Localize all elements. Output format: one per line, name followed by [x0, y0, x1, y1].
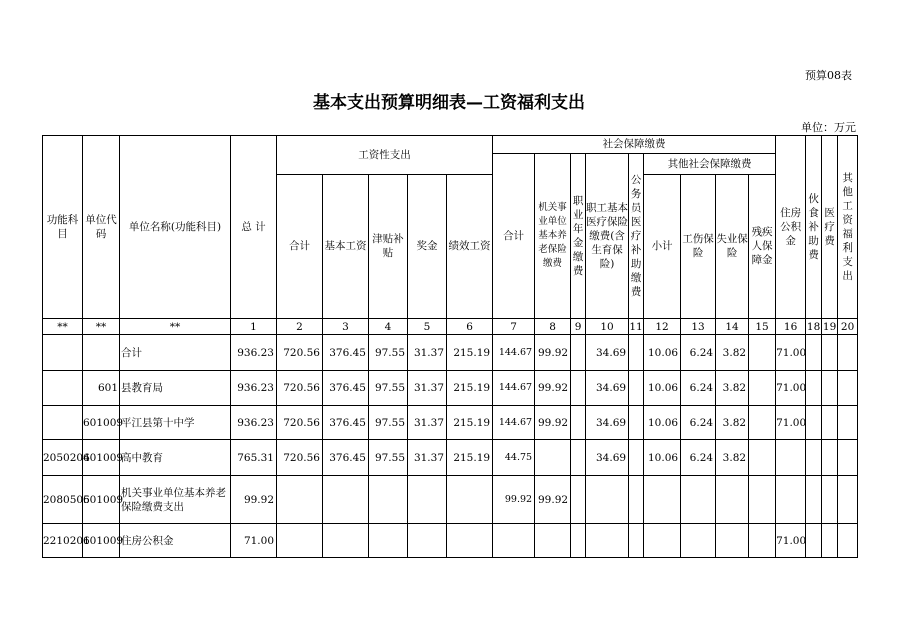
- column-index-cell: 9: [571, 318, 586, 335]
- header-social-total: 合计: [493, 153, 535, 318]
- column-index-cell: 1: [231, 318, 277, 335]
- column-index-cell: 8: [535, 318, 571, 335]
- cell-wage_total: 720.56: [277, 335, 323, 371]
- cell-annuity: [571, 476, 586, 524]
- cell-disabled: [749, 335, 776, 371]
- cell-medical: 34.69: [586, 405, 629, 440]
- cell-other_sub: 10.06: [644, 405, 681, 440]
- cell-unemploy: 3.82: [716, 371, 749, 406]
- cell-med_cost: [822, 335, 838, 371]
- cell-code: 601009: [83, 440, 120, 476]
- cell-unemploy: [716, 524, 749, 558]
- header-unit-name: 单位名称(功能科目): [120, 136, 231, 319]
- column-index-row: [43, 318, 858, 335]
- cell-bonus: [408, 524, 447, 558]
- header-unemploy: 失业保险: [716, 174, 749, 318]
- cell-name: 住房公积金: [120, 524, 231, 558]
- cell-disabled: [749, 440, 776, 476]
- cell-injury: 6.24: [681, 335, 716, 371]
- cell-housing: 71.00: [776, 405, 806, 440]
- cell-name: 平江县第十中学: [120, 405, 231, 440]
- column-index-cell: 15: [749, 318, 776, 335]
- cell-code: 601009: [83, 405, 120, 440]
- cell-soc_total: 144.67: [493, 405, 535, 440]
- cell-other_sub: [644, 524, 681, 558]
- cell-name: 高中教育: [120, 440, 231, 476]
- cell-housing: [776, 476, 806, 524]
- table-row: [43, 476, 858, 524]
- cell-base: 376.45: [323, 371, 369, 406]
- header-other-sub: 小计: [644, 174, 681, 318]
- header-pension: 机关事业单位基本养老保险缴费: [535, 153, 571, 318]
- cell-total: 71.00: [231, 524, 277, 558]
- cell-func: 2080505: [43, 476, 83, 524]
- cell-perf: 215.19: [447, 405, 493, 440]
- column-index-cell: 19: [822, 318, 838, 335]
- header-func: 功能科目: [43, 136, 83, 319]
- cell-func: [43, 371, 83, 406]
- cell-other_w: [838, 371, 858, 406]
- cell-civil: [629, 371, 644, 406]
- page-title: 基本支出预算明细表—工资福利支出: [313, 93, 585, 113]
- cell-perf: 215.19: [447, 335, 493, 371]
- column-index-cell: 18: [806, 318, 822, 335]
- cell-base: 376.45: [323, 335, 369, 371]
- column-index-cell: 6: [447, 318, 493, 335]
- cell-injury: [681, 524, 716, 558]
- cell-meal: [806, 371, 822, 406]
- cell-base: 376.45: [323, 440, 369, 476]
- cell-func: [43, 405, 83, 440]
- cell-annuity: [571, 524, 586, 558]
- header-injury: 工伤保险: [681, 174, 716, 318]
- cell-total: 936.23: [231, 371, 277, 406]
- cell-med_cost: [822, 440, 838, 476]
- column-index-cell: 3: [323, 318, 369, 335]
- table-row: [43, 371, 858, 406]
- cell-other_w: [838, 524, 858, 558]
- cell-housing: 71.00: [776, 335, 806, 371]
- cell-unemploy: 3.82: [716, 405, 749, 440]
- cell-code: 601009: [83, 476, 120, 524]
- cell-bonus: 31.37: [408, 335, 447, 371]
- cell-total: 765.31: [231, 440, 277, 476]
- cell-meal: [806, 335, 822, 371]
- cell-bonus: 31.37: [408, 371, 447, 406]
- cell-wage_total: 720.56: [277, 371, 323, 406]
- cell-pension: 99.92: [535, 476, 571, 524]
- header-annuity: 职业年金缴费: [571, 153, 586, 318]
- cell-bonus: 31.37: [408, 405, 447, 440]
- cell-allow: 97.55: [369, 405, 408, 440]
- cell-disabled: [749, 524, 776, 558]
- cell-other_sub: [644, 476, 681, 524]
- column-index-cell: 10: [586, 318, 629, 335]
- cell-civil: [629, 335, 644, 371]
- header-row-1: [43, 136, 858, 154]
- header-civil-medical: 公务员医疗补助缴费: [629, 153, 644, 318]
- cell-meal: [806, 405, 822, 440]
- cell-soc_total: 144.67: [493, 371, 535, 406]
- cell-med_cost: [822, 405, 838, 440]
- cell-wage_total: [277, 524, 323, 558]
- column-index-cell: 16: [776, 318, 806, 335]
- cell-allow: [369, 524, 408, 558]
- cell-other_w: [838, 335, 858, 371]
- budget-table: [42, 135, 858, 558]
- cell-medical: 34.69: [586, 440, 629, 476]
- unit-label: 单位：万元: [801, 121, 856, 134]
- cell-disabled: [749, 476, 776, 524]
- cell-base: [323, 524, 369, 558]
- cell-medical: 34.69: [586, 371, 629, 406]
- table-number: 预算08表: [805, 69, 852, 82]
- cell-soc_total: 44.75: [493, 440, 535, 476]
- column-index-cell: 14: [716, 318, 749, 335]
- column-index-cell: **: [83, 318, 120, 335]
- cell-other_sub: 10.06: [644, 335, 681, 371]
- header-medical: 职工基本医疗保险缴费(含生育保险): [586, 153, 629, 318]
- cell-other_w: [838, 476, 858, 524]
- cell-perf: [447, 524, 493, 558]
- cell-civil: [629, 440, 644, 476]
- cell-pension: 99.92: [535, 371, 571, 406]
- column-index-cell: 12: [644, 318, 681, 335]
- cell-code: [83, 335, 120, 371]
- cell-med_cost: [822, 371, 838, 406]
- table-row: [43, 335, 858, 371]
- cell-disabled: [749, 371, 776, 406]
- header-disabled: 残疾人保障金: [749, 174, 776, 318]
- cell-disabled: [749, 405, 776, 440]
- cell-wage_total: 720.56: [277, 405, 323, 440]
- cell-other_w: [838, 405, 858, 440]
- cell-wage_total: [277, 476, 323, 524]
- header-wage-total: 合计: [277, 174, 323, 318]
- table-row: [43, 440, 858, 476]
- cell-allow: 97.55: [369, 335, 408, 371]
- header-unit-code: 单位代码: [83, 136, 120, 319]
- cell-code: 601: [83, 371, 120, 406]
- column-index-cell: 5: [408, 318, 447, 335]
- cell-annuity: [571, 371, 586, 406]
- cell-soc_total: 99.92: [493, 476, 535, 524]
- cell-base: [323, 476, 369, 524]
- column-index-cell: 20: [838, 318, 858, 335]
- cell-func: [43, 335, 83, 371]
- cell-medical: [586, 524, 629, 558]
- cell-medical: 34.69: [586, 335, 629, 371]
- cell-pension: 99.92: [535, 405, 571, 440]
- cell-other_w: [838, 440, 858, 476]
- cell-med_cost: [822, 524, 838, 558]
- cell-housing: 71.00: [776, 524, 806, 558]
- cell-other_sub: 10.06: [644, 371, 681, 406]
- header-bonus: 奖金: [408, 174, 447, 318]
- cell-unemploy: 3.82: [716, 335, 749, 371]
- cell-base: 376.45: [323, 405, 369, 440]
- cell-perf: [447, 476, 493, 524]
- header-other-welfare: 其他工资福利支出: [838, 136, 858, 319]
- cell-annuity: [571, 440, 586, 476]
- cell-pension: [535, 440, 571, 476]
- header-total: 总 计: [231, 136, 277, 319]
- column-index-cell: **: [43, 318, 83, 335]
- cell-pension: 99.92: [535, 335, 571, 371]
- cell-allow: [369, 476, 408, 524]
- column-index-cell: 4: [369, 318, 408, 335]
- header-base-wage: 基本工资: [323, 174, 369, 318]
- cell-injury: [681, 476, 716, 524]
- column-index-cell: 11: [629, 318, 644, 335]
- cell-housing: 71.00: [776, 371, 806, 406]
- cell-soc_total: [493, 524, 535, 558]
- cell-annuity: [571, 335, 586, 371]
- cell-allow: 97.55: [369, 371, 408, 406]
- cell-bonus: 31.37: [408, 440, 447, 476]
- cell-soc_total: 144.67: [493, 335, 535, 371]
- column-index-cell: 7: [493, 318, 535, 335]
- cell-meal: [806, 440, 822, 476]
- cell-allow: 97.55: [369, 440, 408, 476]
- cell-injury: 6.24: [681, 440, 716, 476]
- column-index-cell: 13: [681, 318, 716, 335]
- cell-func: 2050204: [43, 440, 83, 476]
- header-housing: 住房公积金: [776, 136, 806, 319]
- cell-medical: [586, 476, 629, 524]
- cell-code: 601009: [83, 524, 120, 558]
- cell-pension: [535, 524, 571, 558]
- table-row: [43, 405, 858, 440]
- cell-perf: 215.19: [447, 440, 493, 476]
- header-other-group: 其他社会保障缴费: [644, 153, 776, 174]
- cell-unemploy: [716, 476, 749, 524]
- cell-wage_total: 720.56: [277, 440, 323, 476]
- header-allowance: 津贴补贴: [369, 174, 408, 318]
- cell-injury: 6.24: [681, 371, 716, 406]
- cell-injury: 6.24: [681, 405, 716, 440]
- cell-name: 合计: [120, 335, 231, 371]
- cell-civil: [629, 405, 644, 440]
- cell-civil: [629, 524, 644, 558]
- cell-total: 936.23: [231, 405, 277, 440]
- header-med-cost: 医疗费: [822, 136, 838, 319]
- table-row: [43, 524, 858, 558]
- column-index-cell: 2: [277, 318, 323, 335]
- cell-civil: [629, 476, 644, 524]
- cell-perf: 215.19: [447, 371, 493, 406]
- header-social-group: 社会保障缴费: [493, 136, 776, 154]
- cell-bonus: [408, 476, 447, 524]
- header-wage-group: 工资性支出: [277, 136, 493, 175]
- cell-total: 936.23: [231, 335, 277, 371]
- cell-func: 2210201: [43, 524, 83, 558]
- cell-meal: [806, 524, 822, 558]
- cell-housing: [776, 440, 806, 476]
- cell-other_sub: 10.06: [644, 440, 681, 476]
- header-meal: 伙食补助费: [806, 136, 822, 319]
- cell-annuity: [571, 405, 586, 440]
- header-perf-wage: 绩效工资: [447, 174, 493, 318]
- column-index-cell: **: [120, 318, 231, 335]
- cell-total: 99.92: [231, 476, 277, 524]
- cell-med_cost: [822, 476, 838, 524]
- cell-name: 机关事业单位基本养老保险缴费支出: [120, 476, 231, 524]
- cell-name: 县教育局: [120, 371, 231, 406]
- cell-unemploy: 3.82: [716, 440, 749, 476]
- cell-meal: [806, 476, 822, 524]
